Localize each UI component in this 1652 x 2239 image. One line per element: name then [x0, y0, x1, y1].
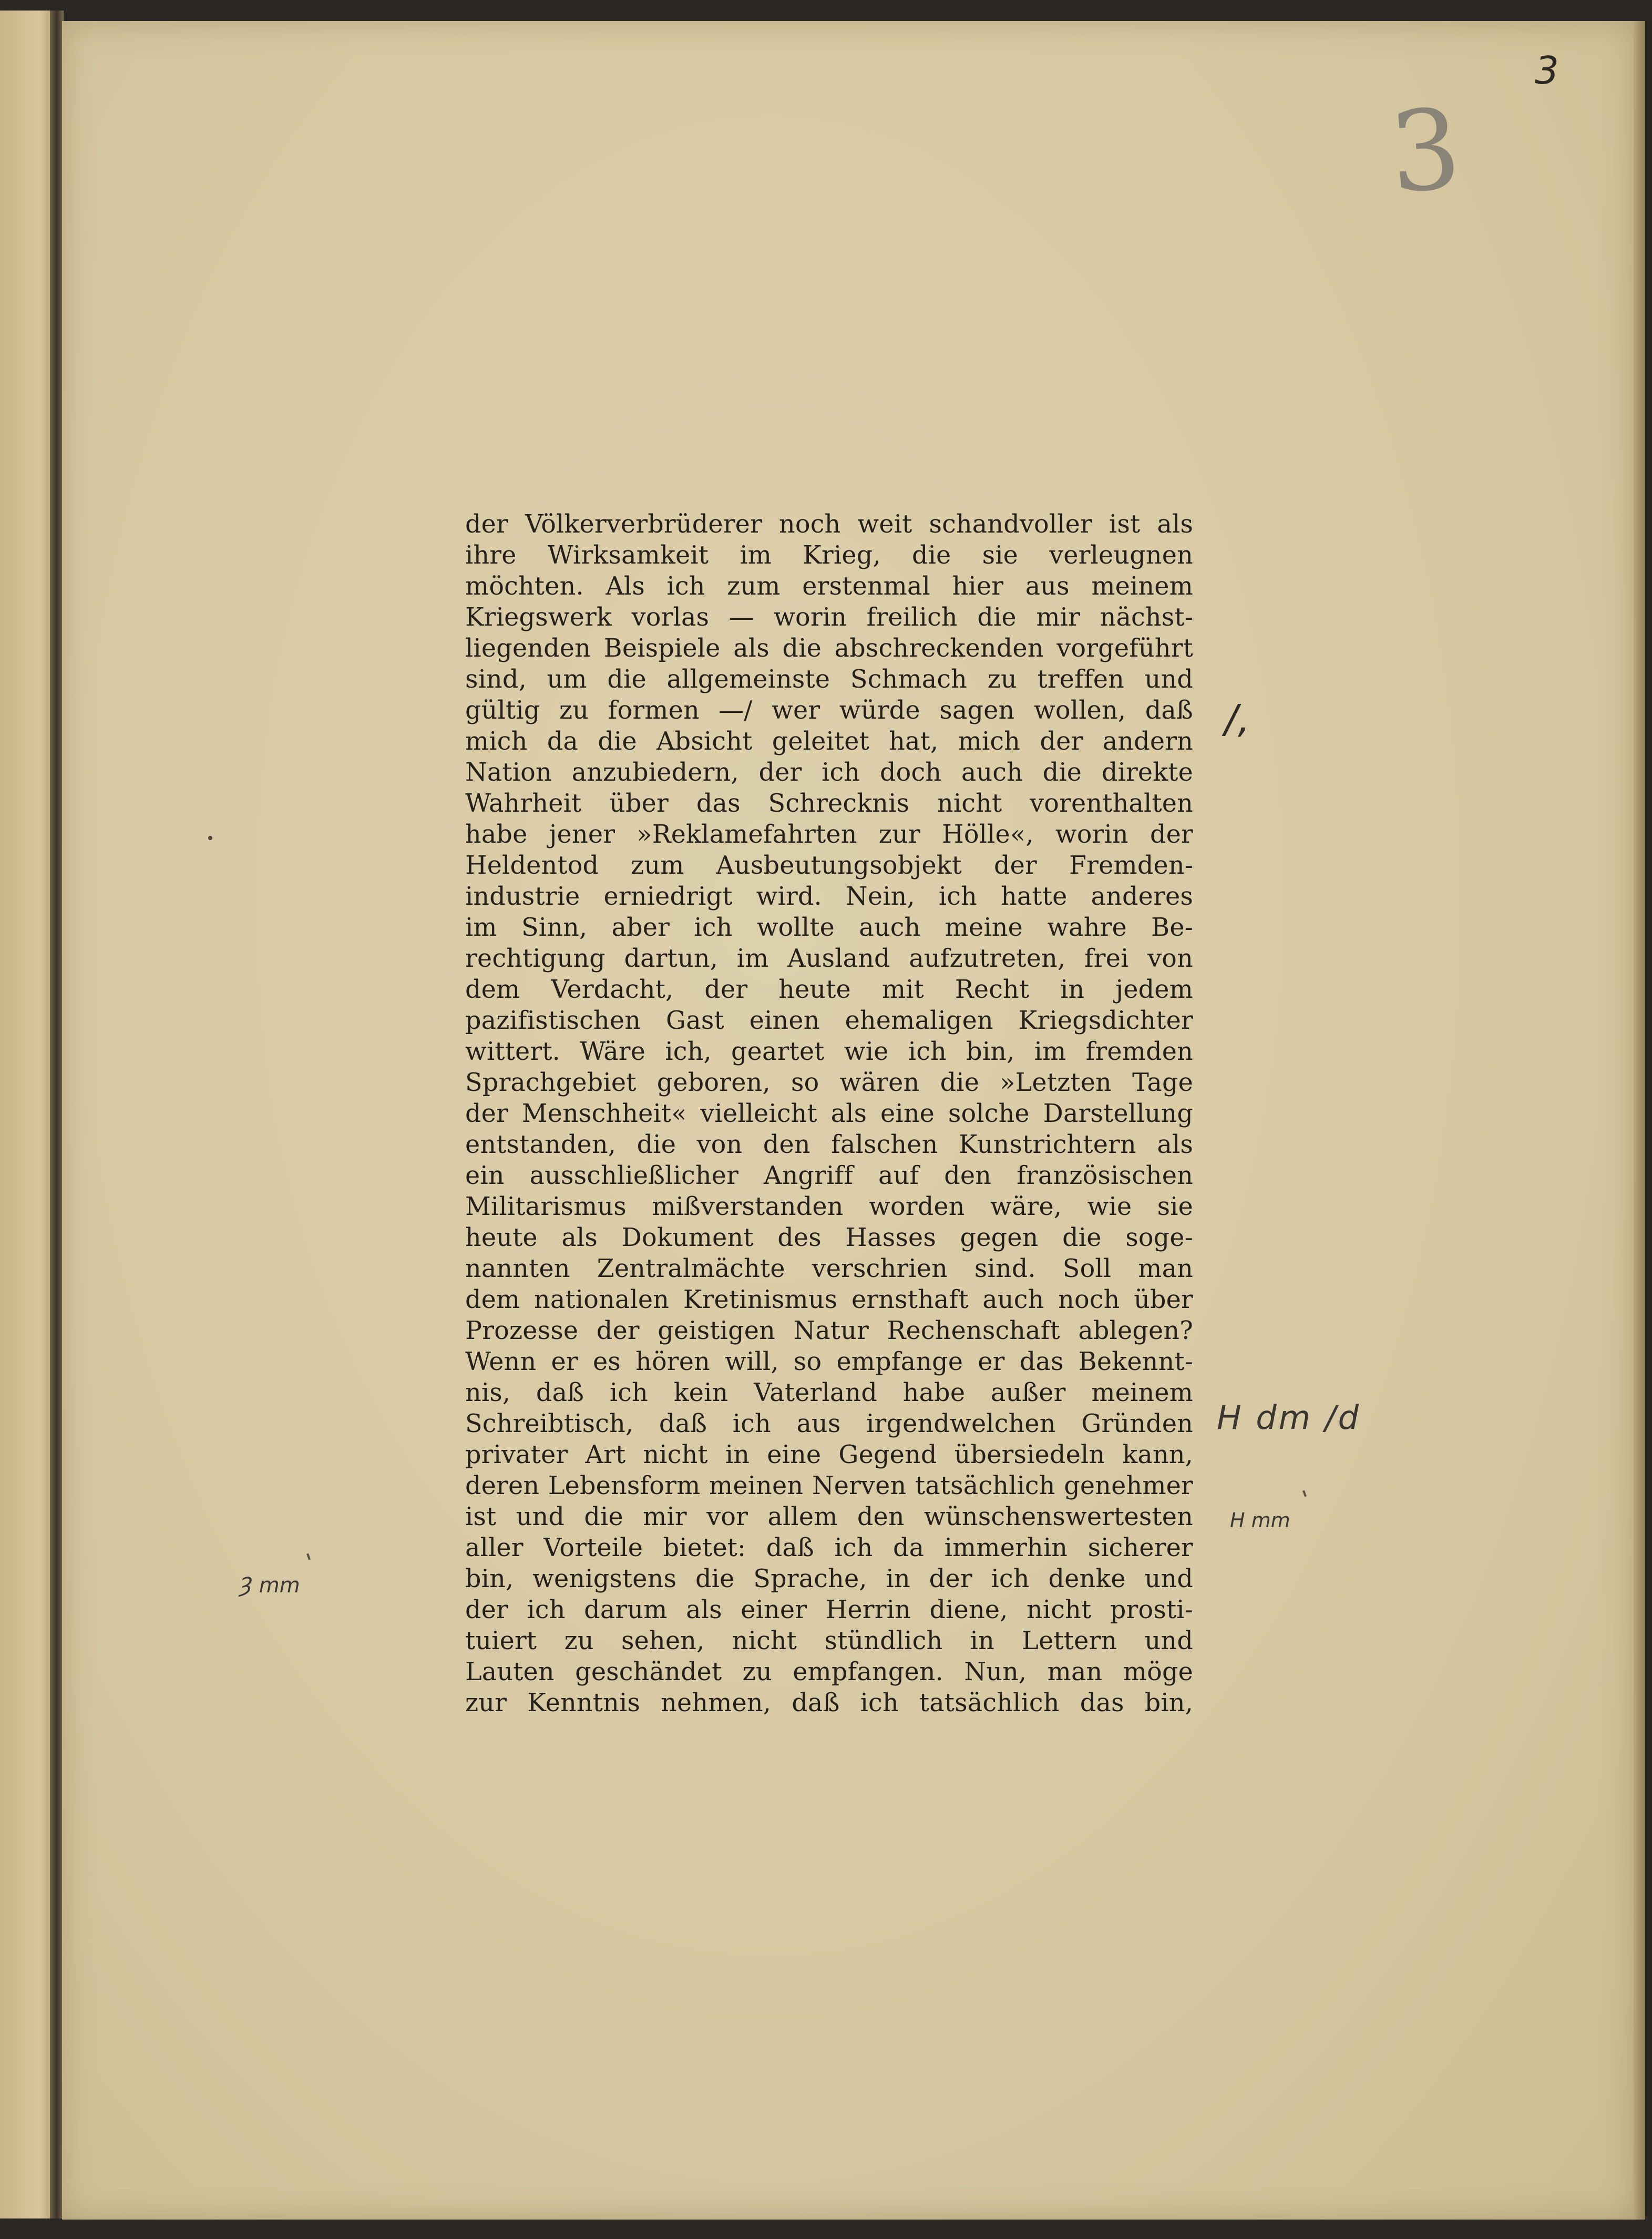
- text-line: Prozesse der geistigen Natur Rechenschaft ablegen?: [465, 1316, 1193, 1345]
- margin-note-right-small: H mm: [1230, 1509, 1290, 1532]
- text-line: ihre Wirksamkeit im Krieg, die sie verleugnen: [465, 541, 1193, 570]
- page-number: 3: [1535, 48, 1559, 93]
- text-line: nis, daß ich kein Vaterland habe außer meinem: [465, 1378, 1193, 1407]
- text-line: Schreibtisch, daß ich aus irgendwelchen Gründen: [465, 1409, 1193, 1438]
- text-line: deren Lebensform meinen Nerven tatsächlich genehmer: [465, 1471, 1193, 1500]
- text-line: tuiert zu sehen, nicht stündlich in Lettern und: [465, 1627, 1193, 1655]
- text-line: liegenden Beispiele als die abschreckenden vorgeführt: [465, 634, 1193, 663]
- text-line: Wahrheit über das Schrecknis nicht vorenthalten: [465, 789, 1193, 818]
- text-line: bin, wenigstens die Sprache, in der ich denke und: [465, 1565, 1193, 1593]
- text-line: sind, um die allgemeinste Schmach zu treffen und: [465, 665, 1193, 694]
- margin-note-slash: /,: [1225, 697, 1250, 742]
- text-line: dem nationalen Kretinismus ernsthaft auch noch über: [465, 1285, 1193, 1314]
- text-line: rechtigung dartun, im Ausland aufzutreten, frei von: [465, 944, 1193, 973]
- paper-spot: [208, 836, 212, 840]
- text-line: ist und die mir vor allem den wünschenswertesten: [465, 1502, 1193, 1531]
- text-line: ein ausschließlicher Angriff auf den französischen: [465, 1161, 1193, 1190]
- margin-note-right: H dm /d: [1217, 1398, 1361, 1437]
- text-line: mich da die Absicht geleitet hat, mich der andern: [465, 727, 1193, 756]
- page-right-edge: [1634, 21, 1645, 2220]
- text-line: aller Vorteile bietet: daß ich da immerhin sicherer: [465, 1533, 1193, 1562]
- text-line: möchten. Als ich zum erstenmal hier aus meinem: [465, 572, 1193, 601]
- scan-background-bottom: [0, 2220, 1652, 2239]
- text-line: privater Art nicht in eine Gegend übersiedeln kann,: [465, 1440, 1193, 1469]
- text-line: Militarismus mißverstanden worden wäre, wie sie: [465, 1192, 1193, 1221]
- text-line: Heldentod zum Ausbeutungsobjekt der Fremden-: [465, 851, 1193, 880]
- text-line: nannten Zentralmächte verschrien sind. Soll man: [465, 1254, 1193, 1283]
- text-line: heute als Dokument des Hasses gegen die soge-: [465, 1223, 1193, 1252]
- text-line: entstanden, die von den falschen Kunstrichtern als: [465, 1130, 1193, 1159]
- scan-background-top: [0, 0, 1652, 21]
- text-line: Nation anzubiedern, der ich doch auch die direkte: [465, 758, 1193, 787]
- text-line: gültig zu formen —/ wer würde sagen wollen, daß: [465, 696, 1193, 725]
- text-line: wittert. Wäre ich, geartet wie ich bin, im fremden: [465, 1037, 1193, 1066]
- text-line: der ich darum als einer Herrin diene, nicht prosti-: [465, 1596, 1193, 1624]
- text-line: dem Verdacht, der heute mit Recht in jedem: [465, 975, 1193, 1004]
- text-line: industrie erniedrigt wird. Nein, ich hatte anderes: [465, 882, 1193, 911]
- body-text: [465, 509, 1193, 1719]
- text-line: der Menschheit« vielleicht als eine solche Darstellung: [465, 1099, 1193, 1128]
- text-line: pazifistischen Gast einen ehemaligen Kriegsdichter: [465, 1006, 1193, 1035]
- text-line: im Sinn, aber ich wollte auch meine wahre Be-: [465, 913, 1193, 942]
- pencil-page-number: 3: [1386, 84, 1465, 218]
- text-line: zur Kenntnis nehmen, daß ich tatsächlich das bin,: [465, 1689, 1193, 1717]
- facing-page-edge: [0, 11, 57, 2218]
- text-line: der Völkerverbrüderer noch weit schandvoller ist als: [465, 510, 1193, 539]
- text-line: habe jener »Reklamefahrten zur Hölle«, worin der: [465, 820, 1193, 849]
- text-line: Lauten geschändet zu empfangen. Nun, man möge: [465, 1658, 1193, 1686]
- text-line: Wenn er es hören will, so empfange er das Bekennt-: [465, 1347, 1193, 1376]
- text-line: Sprachgebiet geboren, so wären die »Letzten Tage: [465, 1068, 1193, 1097]
- text-line: Kriegswerk vorlas — worin freilich die mir nächst-: [465, 603, 1193, 632]
- margin-note-left: Ȝ mm: [239, 1573, 300, 1598]
